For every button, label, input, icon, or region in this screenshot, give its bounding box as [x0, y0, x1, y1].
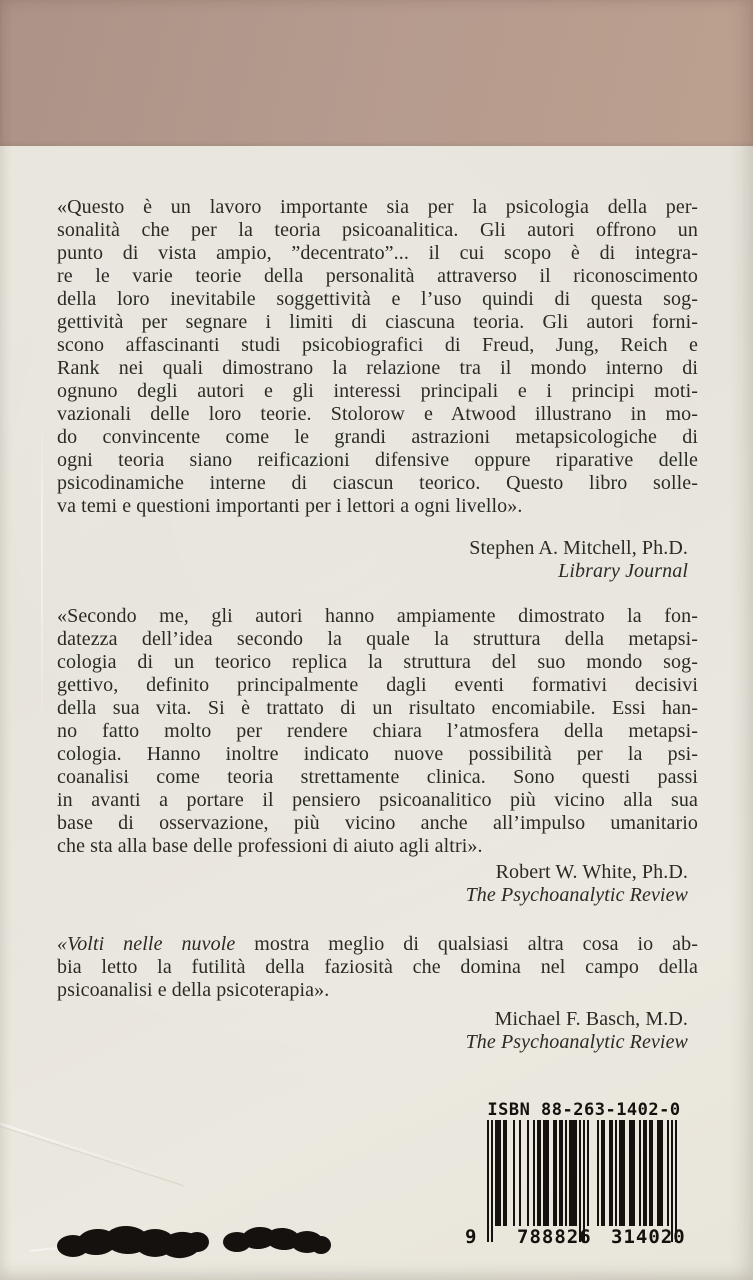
barcode-digit-group-1: 788826: [517, 1226, 592, 1248]
quote-line: scono affascinanti studi psicobiografici di Freud, Jung, Reich e: [57, 334, 698, 356]
quote-line: «Secondo me, gli autori hanno ampiamente dimostrato la fon-: [57, 605, 698, 627]
reviewer-name: Stephen A. Mitchell, Ph.D.: [469, 537, 688, 559]
reviewer-name: Michael F. Basch, M.D.: [494, 1008, 688, 1030]
paper-crease: [41, 415, 43, 735]
quote-line: va temi e questioni importanti per i lettori a ogni livello».: [57, 495, 523, 517]
quote-line: no fatto molto per rendere chiara l’atmosfera della metapsi-: [57, 720, 698, 742]
book-title-italic: «Volti nelle nuvole: [57, 933, 236, 955]
quote-line: re le varie teorie della personalità attraverso il riconoscimento: [57, 265, 698, 287]
quote-line: gettivo, definito principalmente dagli eventi formativi decisivi: [57, 674, 698, 696]
quote-line: Rank nei quali dimostrano la relazione tra il mondo interno di: [57, 357, 698, 379]
quote-line-text: mostra meglio di qualsiasi altra cosa io ab-: [254, 933, 698, 955]
reviewer-name: Robert W. White, Ph.D.: [495, 861, 688, 883]
quote-line: coanalisi come teoria strettamente clinica. Sono questi passi: [57, 766, 698, 788]
barcode-digit-group-2: 314020: [611, 1226, 686, 1248]
quote-line: cologia. Hanno inoltre indicato nuove possibilità per la psi-: [57, 743, 698, 765]
quote-line: psicoanalisi e della psicoterapia».: [57, 979, 330, 1001]
isbn-barcode-block: [465, 1100, 705, 1260]
quote-line: che sta alla base delle professioni di aiuto agli altri».: [57, 835, 483, 857]
quote-line: psicodinamiche interne di ciascun teorico. Questo libro solle-: [57, 472, 698, 494]
barcode-digit-lead: 9: [465, 1226, 478, 1248]
quote-attribution-2: [57, 861, 698, 907]
quote-block-3: [57, 933, 698, 1002]
quote-line: della sua vita. Si è trattato di un risultato encomiabile. Essi han-: [57, 697, 698, 719]
quote-line: in avanti a portare il pensiero psicoanalitico più vicino alla sua: [57, 789, 698, 811]
paper-crease: [0, 1118, 185, 1186]
quote-line: della loro inevitabile soggettività e l’uso quindi di questa sog-: [57, 288, 698, 310]
quote-attribution-3: [57, 1008, 698, 1054]
review-source: The Psychoanalytic Review: [465, 1031, 688, 1053]
barcode-bars: [487, 1120, 677, 1242]
quote-line: punto di vista ampio, ”decentrato”... il cui scopo è di integra-: [57, 242, 698, 264]
quote-line: «Questo è un lavoro importante sia per la psicologia della per-: [57, 196, 698, 218]
quote-line: ognuno degli autori e gli interessi principali e i principi moti-: [57, 380, 698, 402]
quote-line: do convincente come le grandi astrazioni metapsicologiche di: [57, 426, 698, 448]
quote-attribution-1: [57, 537, 698, 583]
quote-line: base di osservazione, più vicino anche all’impulso umanitario: [57, 812, 698, 834]
review-quotes: [57, 196, 698, 1054]
review-source: Library Journal: [558, 560, 688, 582]
quote-line: vazionali delle loro teorie. Stolorow e Atwood illustrano in mo-: [57, 403, 698, 425]
quote-line: cologia di un teorico replica la struttura del suo mondo sog-: [57, 651, 698, 673]
quote-line: datezza dell’idea secondo la quale la struttura della metapsi-: [57, 628, 698, 650]
quote-block-2: [57, 605, 698, 858]
quote-block-1: [57, 196, 698, 518]
quote-line: gettività per segnare i limiti di ciascuna teoria. Gli autori forni-: [57, 311, 698, 333]
quote-line: sonalità che per la teoria psicoanalitica. Gli autori offrono un: [57, 219, 698, 241]
quote-line: bia letto la futilità della faziosità che domina nel campo della: [57, 956, 698, 978]
review-source: The Psychoanalytic Review: [465, 884, 688, 906]
quote-line: [57, 933, 698, 956]
top-color-band: [0, 0, 753, 146]
isbn-label: ISBN 88-263-1402-0: [487, 1100, 681, 1120]
redaction-scribble: [55, 1212, 345, 1272]
quote-line: ogni teoria siano reificazioni difensive oppure riparative delle: [57, 449, 698, 471]
